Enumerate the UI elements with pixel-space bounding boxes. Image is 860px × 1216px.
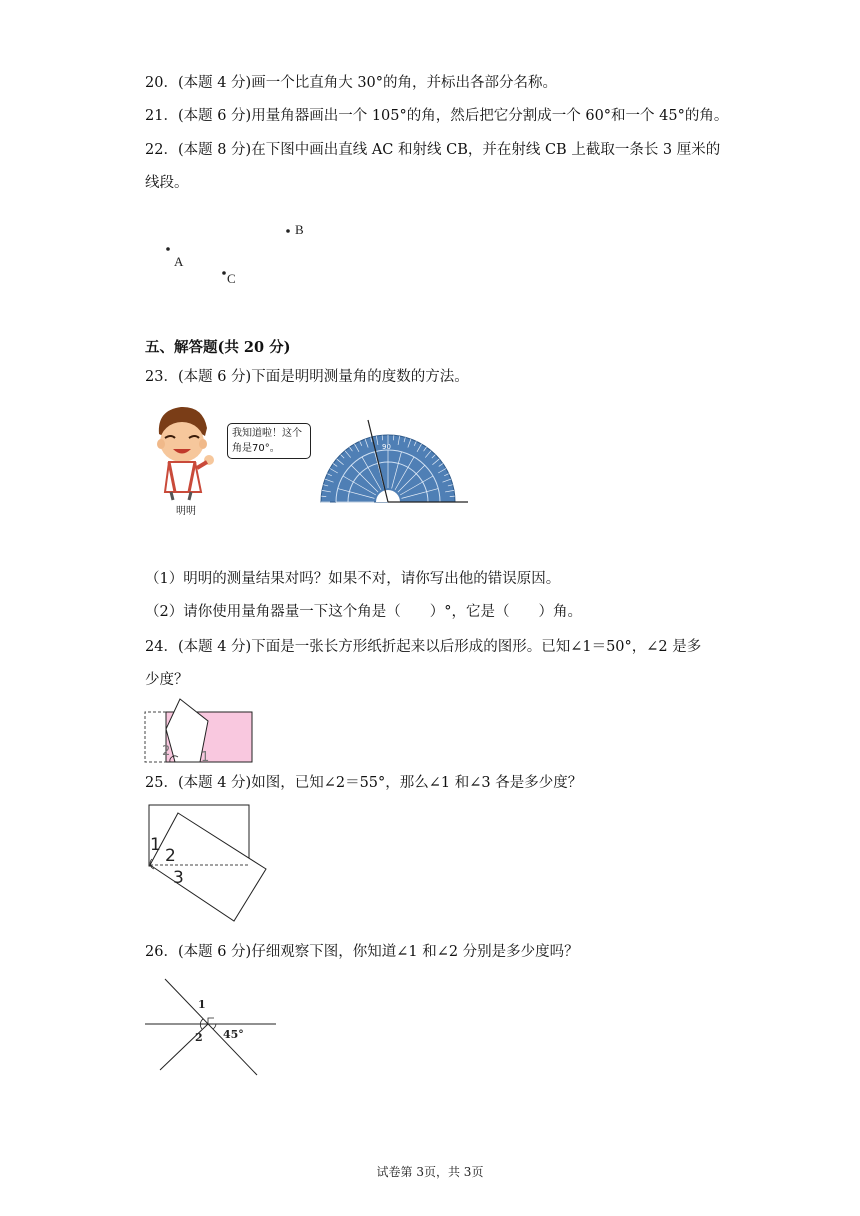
point-c [222,271,226,275]
point-b-label: B [295,222,304,237]
angle-2-label: 2 [162,744,171,759]
question-22-line-2: 线段。 [145,175,189,191]
question-23: 23．(本题 6 分)下面是明明测量角的度数的方法。 [145,369,469,385]
protractor-figure [318,418,470,508]
angle-1-label: 1 [201,750,210,765]
page-footer: 试卷第 3页，共 3页 [376,1165,484,1179]
point-a-label: A [174,254,184,269]
speech-bubble: 我知道啦！这个角是70°。 [227,423,311,459]
question-22-line-1: 22．(本题 8 分)在下图中画出直线 AC 和射线 CB，并在射线 CB 上截取一条长 3 厘米的 [145,142,721,158]
protractor-90-mark: 90 [382,443,391,451]
section-5-heading: 五、解答题(共 20 分) [145,339,291,356]
point-a [166,247,170,251]
angle-1-label: 1 [198,998,206,1011]
question-23-sub-1: （1）明明的测量结果对吗？如果不对，请你写出他的错误原因。 [145,571,561,587]
question-20: 20．(本题 4 分)画一个比直角大 30°的角，并标出各部分名称。 [145,75,558,91]
question-21: 21．(本题 6 分)用量角器画出一个 105°的角，然后把它分割成一个 60°和一个 45°的角。 [145,108,729,124]
angle-2-label: 2 [195,1031,203,1044]
angle-45-label: 45° [223,1028,244,1041]
q25-figure [142,803,272,925]
diagonal-line [165,979,257,1075]
points-figure [160,218,320,293]
question-24-line-2: 少度？ [145,672,189,688]
question-24-line-1: 24．(本题 4 分)下面是一张长方形纸折起来以后形成的图形。已知∠1＝50°，∠2 是多 [145,639,702,655]
kid-name: 明明 [176,506,196,517]
angle-2-label: 2 [165,846,176,866]
folded-paper-figure [142,697,258,765]
question-25: 25．(本题 4 分)如图，已知∠2＝55°，那么∠1 和∠3 各是多少度？ [145,775,583,791]
kid-illustration [145,402,225,502]
angle-3-label: 3 [173,868,184,888]
q26-figure [143,975,278,1079]
angle-1-label: 1 [150,835,161,855]
question-26: 26．(本题 6 分)仔细观察下图，你知道∠1 和∠2 分别是多少度吗？ [145,944,579,960]
point-c-label: C [227,271,236,286]
point-b [286,229,290,233]
right-angle-mark [208,1018,214,1024]
question-23-sub-2: （2）请你使用量角器量一下这个角是（ ）°，它是（ ）角。 [145,604,582,620]
